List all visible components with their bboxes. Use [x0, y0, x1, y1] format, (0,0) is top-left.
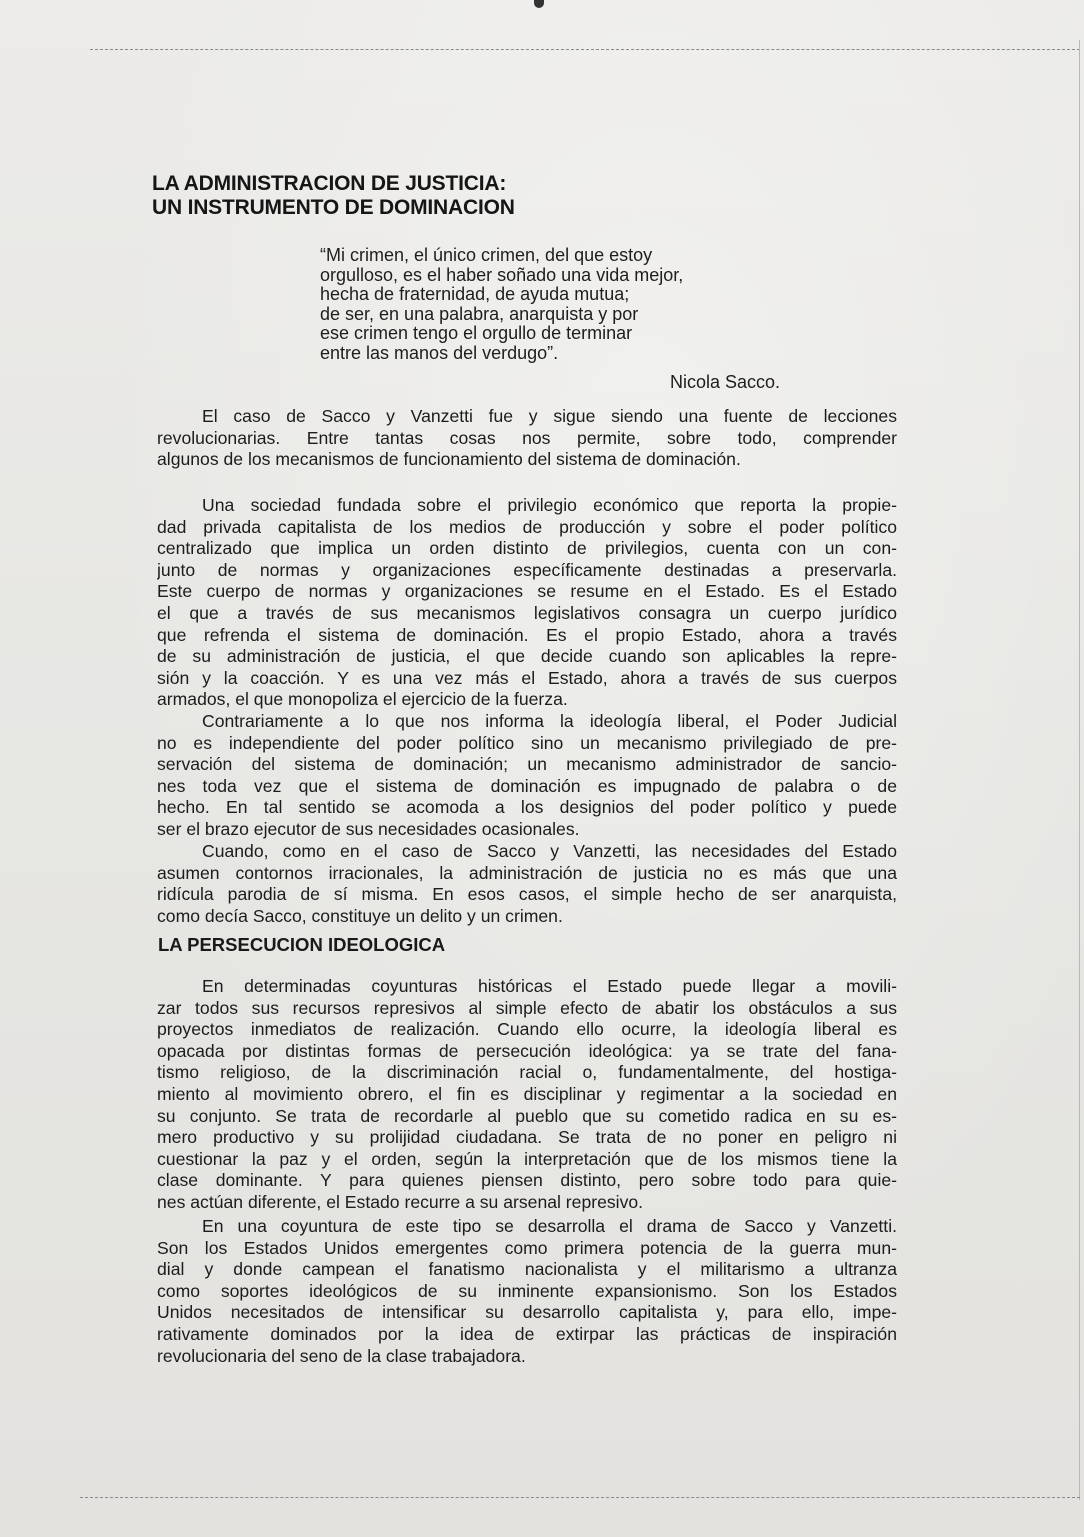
document-title: [152, 172, 515, 220]
paragraph-line: mero productivo y su prolijidad ciudadana. Se trata de no poner en peligro ni: [157, 1127, 897, 1148]
paragraph-line: junto de normas y organizaciones específicamente destinadas a preservarla.: [157, 559, 897, 580]
paragraph-line: cuestionar la paz y el orden, según la interpretación que de los mismos tiene la: [157, 1148, 897, 1169]
title-line-2: UN INSTRUMENTO DE DOMINACION: [152, 196, 515, 219]
epigraph-line: entre las manos del verdugo”.: [320, 342, 559, 363]
paragraph-line: revolucionaria del seno de la clase trabajadora.: [157, 1345, 526, 1366]
epigraph-line: ese crimen tengo el orgullo de terminar: [320, 323, 633, 343]
paragraph-line: el que a través de sus mecanismos legislativos consagra un cuerpo jurídico: [157, 602, 897, 623]
epigraph-line: de ser, en una palabra, anarquista y por: [320, 303, 639, 324]
paragraph-line: como decía Sacco, constituye un delito y un crimen.: [157, 905, 563, 926]
paragraph-line: opacada por distintas formas de persecución ideológica: ya se trate del fana-: [157, 1040, 897, 1061]
paragraph-line: Una sociedad fundada sobre el privilegio económico que reporta la propie-: [202, 495, 897, 515]
paragraph-line: nes actúan diferente, el Estado recurre a su arsenal represivo.: [157, 1191, 644, 1212]
paragraph-line: hecho. En tal sentido se acomoda a los designios del poder político y puede: [157, 797, 897, 818]
top-dashed-rule: [90, 49, 1080, 50]
paragraph-line: armados, el que monopoliza el ejercicio de la fuerza.: [157, 689, 568, 710]
paragraph-line: no es independiente del poder político sino un mecanismo privilegiado de pre-: [157, 732, 897, 753]
paragraph-line: En determinadas coyunturas históricas el Estado puede llegar a movili-: [202, 976, 897, 996]
paragraph-line: dial y donde campean el fanatismo nacionalista y el militarismo a ultranza: [157, 1259, 897, 1280]
paragraph-4: [157, 841, 897, 927]
paragraph-line: ridícula parodia de sí misma. En esos casos, el simple hecho de ser anarquista,: [157, 884, 897, 905]
paragraph-line: centralizado que implica un orden distinto de privilegios, cuenta con un con-: [157, 538, 897, 559]
paragraph-line: revolucionarias. Entre tantas cosas nos permite, sobre todo, comprender: [157, 427, 897, 448]
paragraph-line: su conjunto. Se trata de recordarle al pueblo que su cometido radica en su es-: [157, 1105, 897, 1126]
scan-mark: [534, 0, 544, 8]
epigraph-line: “Mi crimen, el único crimen, del que estoy: [320, 245, 653, 265]
paragraph-line: miento al movimiento obrero, el fin es disciplinar y regimentar a la sociedad en: [157, 1083, 897, 1104]
paragraph-line: ser el brazo ejecutor de sus necesidades ocasionales.: [157, 818, 580, 839]
epigraph-author: Nicola Sacco.: [670, 372, 781, 392]
paragraph-3: [157, 711, 897, 841]
paragraph-line: nes toda vez que el sistema de dominación es impugnado de palabra o de: [157, 775, 897, 796]
paragraph-2: [157, 495, 897, 711]
paragraph-line: sión y la coacción. Y es una vez más el Estado, ahora a través de sus cuerpos: [157, 667, 897, 688]
title-line-1: LA ADMINISTRACION DE JUSTICIA:: [152, 172, 507, 195]
paragraph-line: Cuando, como en el caso de Sacco y Vanzetti, las necesidades del Estado: [202, 841, 897, 861]
paragraph-line: algunos de los mecanismos de funcionamiento del sistema de dominación.: [157, 449, 741, 470]
section-paragraph-2: [157, 1216, 897, 1367]
epigraph-line: orgulloso, es el haber soñado una vida mejor,: [320, 264, 684, 285]
paragraph-line: zar todos sus recursos represivos al simple efecto de abatir los obstáculos a sus: [157, 997, 897, 1018]
paragraph-line: dad privada capitalista de los medios de producción y sobre el poder político: [157, 516, 897, 537]
paragraph-line: tismo religioso, de la discriminación racial o, fundamentalmente, del hostiga-: [157, 1062, 897, 1083]
paragraph-line: proyectos inmediatos de realización. Cuando ello ocurre, la ideología liberal es: [157, 1019, 897, 1040]
page-edge: [1079, 40, 1080, 1500]
epigraph-line: hecha de fraternidad, de ayuda mutua;: [320, 284, 630, 304]
paragraph-line: Este cuerpo de normas y organizaciones se resume en el Estado. Es el Estado: [157, 581, 897, 602]
paragraph-line: En una coyuntura de este tipo se desarrolla el drama de Sacco y Vanzetti.: [202, 1216, 897, 1236]
paragraph-line: de su administración de justicia, el que decide cuando son aplicables la repre-: [157, 646, 897, 667]
paragraph-line: Unidos necesitados de intensificar su desarrollo capitalista y, para ello, impe-: [157, 1302, 897, 1323]
paragraph-line: Son los Estados Unidos emergentes como primera potencia de la guerra mun-: [157, 1237, 897, 1258]
bottom-dashed-rule: [80, 1497, 1080, 1498]
paragraph-line: El caso de Sacco y Vanzetti fue y sigue siendo una fuente de lecciones: [202, 406, 897, 426]
epigraph-quote: [320, 245, 840, 392]
paragraph-line: como soportes ideológicos de su inminente expansionismo. Son los Estados: [157, 1280, 897, 1301]
paragraph-line: rativamente dominados por la idea de extirpar las prácticas de inspiración: [157, 1323, 897, 1344]
paragraph-1: [157, 406, 897, 471]
paragraph-line: clase dominante. Y para quienes piensen distinto, pero sobre todo para quie-: [157, 1170, 897, 1191]
paragraph-line: servación del sistema de dominación; un mecanismo administrador de sancio-: [157, 754, 897, 775]
paragraph-line: asumen contornos irracionales, la administración de justicia no es más que una: [157, 862, 897, 883]
section-paragraph-1: [157, 976, 897, 1214]
section-heading: LA PERSECUCION IDEOLOGICA: [158, 934, 446, 955]
paragraph-line: que refrenda el sistema de dominación. Es el propio Estado, ahora a través: [157, 624, 897, 645]
paragraph-line: Contrariamente a lo que nos informa la ideología liberal, el Poder Judicial: [202, 711, 897, 731]
